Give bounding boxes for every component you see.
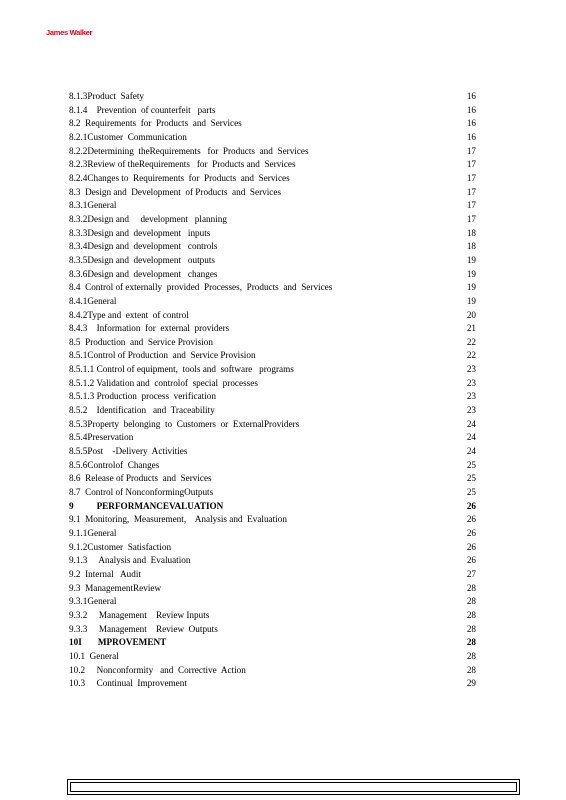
toc-entry-page: 17 <box>466 213 476 224</box>
toc-entry <box>69 336 476 350</box>
toc-entry <box>69 172 476 186</box>
toc-entry-title: 10I MPROVEMENT <box>69 637 167 648</box>
toc-entry <box>69 186 476 200</box>
toc-entry-title: 8.4.3 Information for external providers <box>69 323 230 334</box>
toc-entry-page: 26 <box>466 514 476 525</box>
toc-entry <box>69 513 476 527</box>
toc-entry <box>69 527 476 541</box>
toc-entry <box>69 677 476 691</box>
toc-entry-title: 9.3.3 Management Review Outputs <box>69 623 218 634</box>
toc-entry <box>69 145 476 159</box>
toc-entry-title: 8.5.4Preservation <box>69 432 134 443</box>
toc-entry-page: 28 <box>466 664 476 675</box>
toc-entry-page: 28 <box>466 650 476 661</box>
toc-entry-title: 8.3.1General <box>69 200 117 211</box>
toc-entry-title: 9.1.3 Analysis and Evaluation <box>69 555 191 566</box>
toc-entry <box>69 117 476 131</box>
toc-entry <box>69 199 476 213</box>
toc-entry-page: 17 <box>466 186 476 197</box>
toc-entry-page: 20 <box>466 309 476 320</box>
toc-entry-page: 25 <box>466 487 476 498</box>
toc-entry <box>69 623 476 637</box>
toc-entry <box>69 240 476 254</box>
toc-entry-page: 22 <box>466 336 476 347</box>
toc-entry-page: 25 <box>466 459 476 470</box>
toc-entry <box>69 322 476 336</box>
toc-entry-title: 9.2 Internal Audit <box>69 568 141 579</box>
toc-entry-title: 8.2.3Review of theRequirements for Products and Services <box>69 159 296 170</box>
toc-entry <box>69 568 476 582</box>
toc-entry-title: 8.2 Requirements for Products and Services <box>69 118 242 129</box>
toc-entry-title: 8.2.1Customer Communication <box>69 131 187 142</box>
toc-entry <box>69 472 476 486</box>
toc-entry-page: 28 <box>466 637 476 648</box>
toc-entry-title: 8.3.3Design and development inputs <box>69 227 211 238</box>
toc-entry-title: 9.3.2 Management Review Inputs <box>69 609 210 620</box>
toc-entry-title: 8.3 Design and Development of Products and Services <box>69 186 282 197</box>
toc-entry-page: 17 <box>466 200 476 211</box>
toc-entry <box>69 349 476 363</box>
toc-entry-title: 10.1 General <box>69 650 119 661</box>
toc-entry <box>69 541 476 555</box>
toc-entry-page: 23 <box>466 364 476 375</box>
toc-entry-title: 8.4.1General <box>69 295 117 306</box>
toc-entry-page: 19 <box>466 254 476 265</box>
toc-entry-title: 8.3.4Design and development controls <box>69 241 218 252</box>
toc-entry-title: 8.5.1.3 Production process verification <box>69 391 216 402</box>
toc-entry-page: 27 <box>466 568 476 579</box>
toc-entry <box>69 418 476 432</box>
toc-entry <box>69 582 476 596</box>
toc-entry-title: 8.4 Control of externally provided Processes, Products and Services <box>69 282 333 293</box>
toc-entry <box>69 390 476 404</box>
toc-entry-page: 26 <box>466 541 476 552</box>
toc-entry-title: 8.5 Production and Service Provision <box>69 336 213 347</box>
toc-entry-title: 8.2.4Changes to Requirements for Products and Services <box>69 172 290 183</box>
toc-entry-title: 8.5.3Property belonging to Customers or ExternalProviders <box>69 418 300 429</box>
toc-entry-page: 26 <box>466 555 476 566</box>
toc-entry-title: 8.5.2 Identification and Traceability <box>69 405 215 416</box>
toc-entry-page: 28 <box>466 609 476 620</box>
toc-entry-title: 8.4.2Type and extent of control <box>69 309 189 320</box>
toc-entry <box>69 377 476 391</box>
toc-entry <box>69 554 476 568</box>
toc-entry-page: 28 <box>466 582 476 593</box>
toc-entry-page: 26 <box>466 528 476 538</box>
toc-entry <box>69 227 476 241</box>
toc-entry-title: 9.1.1General <box>69 528 117 538</box>
toc-entry-title: 9.3 ManagementReview <box>69 582 162 593</box>
toc-entry-page: 21 <box>466 323 476 334</box>
toc-entry-title: 8.3.2Design and development planning <box>69 213 227 224</box>
toc-entry-title: 8.5.5Post -Delivery Activities <box>69 446 188 457</box>
toc-entry <box>69 650 476 664</box>
toc-entry <box>69 254 476 268</box>
toc-entry-page: 16 <box>466 91 476 101</box>
toc-entry <box>69 268 476 282</box>
toc-entry-page: 28 <box>466 596 476 607</box>
toc-entry-page: 19 <box>466 268 476 279</box>
toc-entry-page: 16 <box>466 104 476 115</box>
toc-entry <box>69 486 476 500</box>
toc-entry <box>69 131 476 145</box>
toc-entry-title: 8.7 Control of NonconformingOutputs <box>69 487 214 498</box>
toc-entry-title: 10.2 Nonconformity and Corrective Action <box>69 664 246 675</box>
toc-entry-page: 17 <box>466 159 476 170</box>
toc-entry-page: 23 <box>466 377 476 388</box>
toc-entry-title: 9 PERFORMANCEVALUATION <box>69 500 224 511</box>
toc-entry <box>69 459 476 473</box>
toc-entry-page: 23 <box>466 391 476 402</box>
footer-box <box>67 779 520 795</box>
toc-entry-title: 8.5.6Controlof Changes <box>69 459 160 470</box>
toc-entry <box>69 281 476 295</box>
toc-entry <box>69 363 476 377</box>
toc-entry <box>69 90 476 104</box>
toc-entry <box>69 404 476 418</box>
toc-entry-page: 24 <box>466 446 476 457</box>
toc-entry-title: 8.5.1Control of Production and Service Provision <box>69 350 256 361</box>
toc-entry-page: 29 <box>466 678 476 689</box>
toc-entry-page: 16 <box>466 131 476 142</box>
toc-entry-title: 8.1.3Product Safety <box>69 91 145 101</box>
toc-entry <box>69 104 476 118</box>
toc-entry-title: 9.1.2Customer Satisfaction <box>69 541 172 552</box>
toc-entry-page: 16 <box>466 118 476 129</box>
toc-entry <box>69 213 476 227</box>
table-of-contents <box>69 90 476 691</box>
toc-entry <box>69 636 476 650</box>
toc-entry-title: 8.5.1.2 Validation and controlof special processes <box>69 377 258 388</box>
toc-entry-page: 24 <box>466 418 476 429</box>
toc-entry-page: 18 <box>466 227 476 238</box>
toc-entry-title: 8.1.4 Prevention of counterfeit parts <box>69 104 216 115</box>
toc-entry <box>69 500 476 514</box>
toc-entry <box>69 295 476 309</box>
toc-entry-title: 10.3 Continual Improvement <box>69 678 187 689</box>
toc-entry <box>69 431 476 445</box>
toc-entry-title: 8.3.5Design and development outputs <box>69 254 215 265</box>
toc-entry <box>69 609 476 623</box>
toc-entry-title: 8.2.2Determining theRequirements for Products and Services <box>69 145 309 156</box>
header-author: James Walker <box>46 28 93 37</box>
toc-entry-page: 22 <box>466 350 476 361</box>
toc-entry-page: 19 <box>466 282 476 293</box>
toc-entry-title: 8.6 Release of Products and Services <box>69 473 212 484</box>
toc-entry-page: 19 <box>466 295 476 306</box>
toc-entry-title: 9.1 Monitoring, Measurement, Analysis and Evaluation <box>69 514 287 525</box>
toc-entry-title: 8.3.6Design and development changes <box>69 268 218 279</box>
toc-entry-page: 17 <box>466 172 476 183</box>
toc-entry-page: 23 <box>466 405 476 416</box>
toc-entry <box>69 595 476 609</box>
toc-entry <box>69 309 476 323</box>
toc-entry <box>69 158 476 172</box>
toc-entry-page: 17 <box>466 145 476 156</box>
toc-entry-page: 25 <box>466 473 476 484</box>
toc-entry-page: 24 <box>466 432 476 443</box>
toc-entry-page: 26 <box>466 500 476 511</box>
toc-entry-title: 9.3.1General <box>69 596 117 607</box>
toc-entry <box>69 664 476 678</box>
toc-entry-page: 28 <box>466 623 476 634</box>
toc-entry-page: 18 <box>466 241 476 252</box>
toc-entry <box>69 445 476 459</box>
toc-entry-title: 8.5.1.1 Control of equipment, tools and software programs <box>69 364 294 375</box>
